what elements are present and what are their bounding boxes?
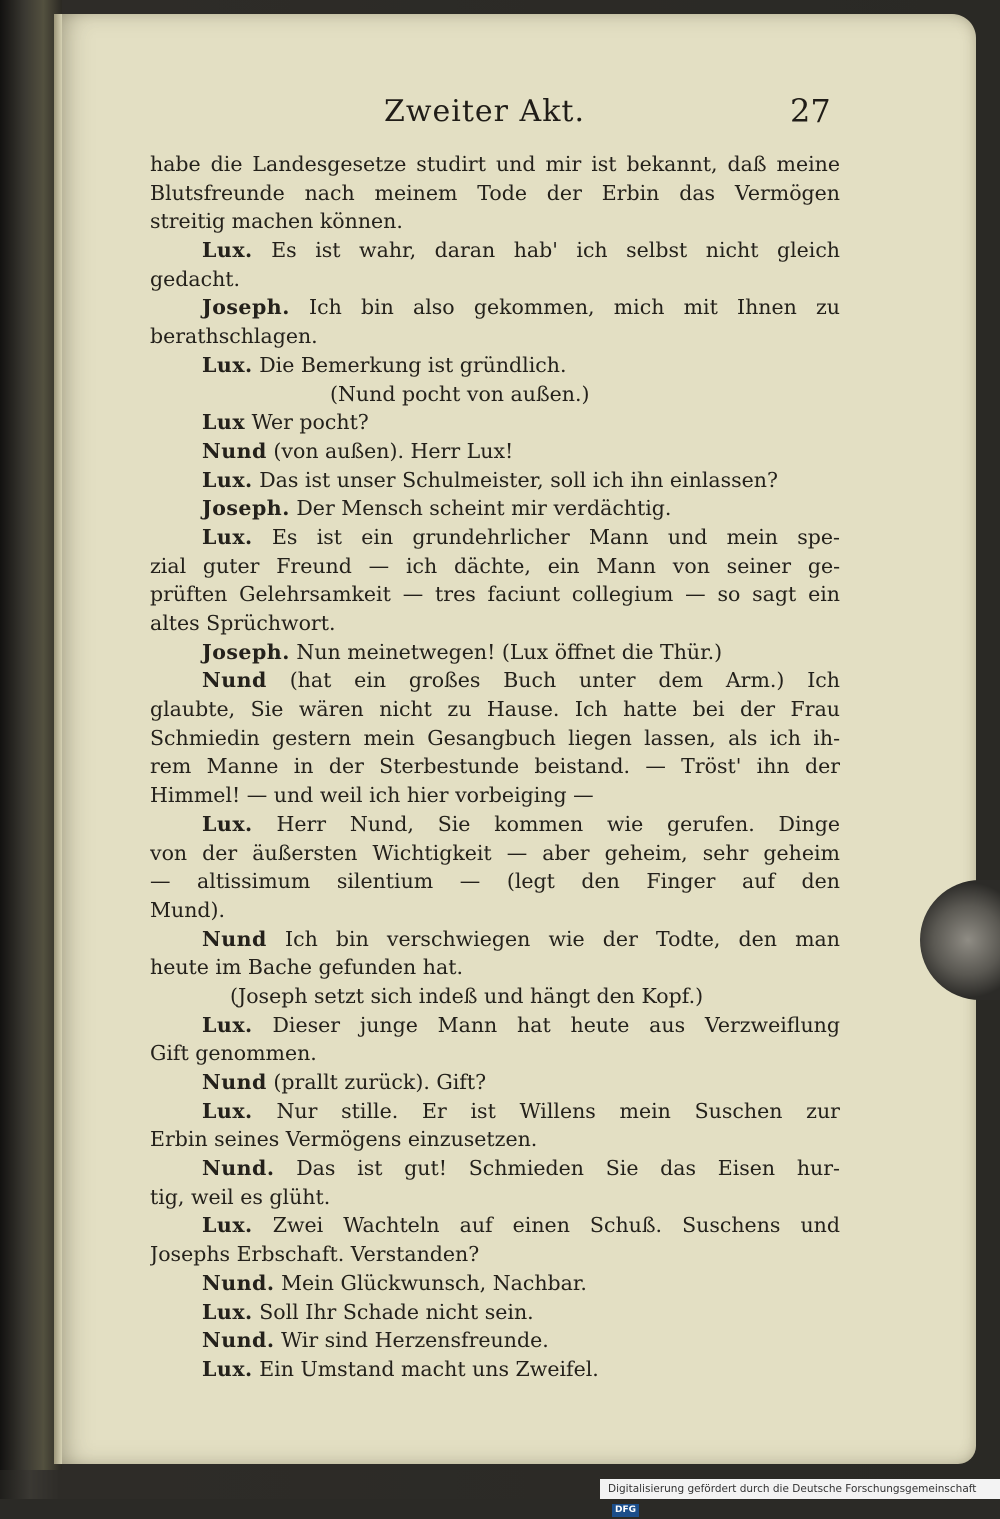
speaker-name: Lux. [202,1299,253,1324]
text-line [150,1125,840,1154]
speaker-name: Lux. [202,1213,253,1238]
text-line [150,638,840,667]
line-text: Ich bin verschwiegen wie der Todte, den man [285,926,840,951]
text-line [150,179,840,208]
speaker-name: Lux. [202,238,253,263]
text-line [150,695,840,724]
text-line [150,322,840,351]
text-line [150,380,840,409]
line-text: Schmiedin gestern mein Gesangbuch liegen lassen, als ich ih- [150,725,840,750]
text-line [150,150,840,179]
line-text: Der Mensch scheint mir verdächtig. [296,496,672,521]
text-line [150,1298,840,1327]
text-line [150,265,840,294]
speaker-name: Nund [202,926,267,951]
text-line [150,1211,840,1240]
line-text: (hat ein großes Buch unter dem Arm.) Ich [289,668,840,693]
line-text: zial guter Freund — ich dächte, ein Mann von seiner ge- [150,553,840,578]
text-line [150,867,840,896]
line-text: (von außen). Herr Lux! [273,438,514,463]
line-text: habe die Landesgesetze studirt und mir ist bekannt, daß meine [150,152,840,176]
footer-text: Digitalisierung gefördert durch die Deutsche Forschungsgemeinschaft [608,1483,977,1495]
speaker-name: Lux. [202,524,253,549]
text-line [150,236,840,265]
line-text: glaubte, Sie wären nicht zu Hause. Ich hatte bei der Frau [150,697,840,722]
speaker-name: Joseph. [202,639,290,664]
speaker-name: Lux. [202,1012,253,1037]
text-line [150,523,840,552]
text-line [150,293,840,322]
line-text: prüften Gelehrsamkeit — tres faciunt collegium — so sagt ein [150,582,840,607]
play-text-block [150,150,840,1384]
text-line [150,1097,840,1126]
line-text: Ein Umstand macht uns Zweifel. [259,1356,599,1381]
text-line [150,1183,840,1212]
speaker-name: Joseph. [202,295,290,320]
text-line [150,752,840,781]
text-line [150,494,840,523]
speaker-name: Lux [202,410,246,435]
line-text: Die Bemerkung ist gründlich. [259,352,567,377]
line-text: Das ist gut! Schmieden Sie das Eisen hur- [296,1156,840,1181]
line-text: Es ist wahr, daran hab' ich selbst nicht gleich [271,238,840,263]
dfg-logo: DFG [612,1504,639,1517]
line-text: (prallt zurück). Gift? [273,1070,487,1094]
text-line [150,1011,840,1040]
speaker-name: Nund [202,1070,267,1094]
speaker-name: Lux. [202,1356,253,1381]
text-line [150,1269,840,1298]
text-line [150,609,840,638]
line-text: Blutsfreunde nach meinem Tode der Erbin das Vermögen [150,180,840,205]
line-text: Dieser junge Mann hat heute aus Verzweiflung [272,1012,840,1037]
line-text: Nur stille. Er ist Willens mein Suschen zur [276,1098,840,1123]
text-line [150,552,840,581]
line-text: Wer pocht? [251,410,369,435]
text-line [150,1068,840,1097]
speaker-name: Nund [202,668,267,693]
speaker-name: Lux. [202,352,253,377]
text-line [150,953,840,982]
funding-footer [600,1479,1000,1515]
text-line [150,207,840,236]
text-line [150,1326,840,1355]
line-text: Nun meinetwegen! (Lux öffnet die Thür.) [296,639,723,664]
line-text: Das ist unser Schulmeister, soll ich ihn einlassen? [259,467,778,492]
line-text: gedacht. [150,266,241,291]
running-head: Zweiter Akt. [384,94,585,129]
line-text: berathschlagen. [150,324,318,349]
line-text: (Joseph setzt sich indeß und hängt den Kopf.) [230,983,704,1008]
book-spine [0,0,62,1470]
speaker-name: Nund [202,438,267,463]
text-line [150,810,840,839]
text-line [150,437,840,466]
speaker-name: Nund. [202,1328,275,1353]
speaker-name: Lux. [202,811,253,836]
text-line [150,1355,840,1384]
page-gutter [54,14,62,1464]
speaker-name: Joseph. [202,496,290,521]
text-line [150,1154,840,1183]
speaker-name: Lux. [202,467,253,492]
line-text: (Nund pocht von außen.) [330,381,590,406]
speaker-name: Lux. [202,1098,253,1123]
text-line [150,839,840,868]
line-text: Es ist ein grundehrlicher Mann und mein spe- [271,524,840,549]
line-text: — altissimum silentium — (legt den Finger auf den [150,869,840,894]
line-text: Ich bin also gekommen, mich mit Ihnen zu [309,295,840,320]
text-line [150,781,840,810]
line-text: Mein Glückwunsch, Nachbar. [281,1270,587,1295]
line-text: Wir sind Herzensfreunde. [281,1328,549,1353]
line-text: Herr Nund, Sie kommen wie gerufen. Dinge [276,811,840,836]
line-text: altes Sprüchwort. [150,611,336,635]
text-line [150,580,840,609]
line-text: Soll Ihr Schade nicht sein. [259,1299,534,1324]
text-line [150,466,840,495]
text-line [150,1039,840,1068]
text-line [150,896,840,925]
text-line [150,351,840,380]
speaker-name: Nund. [202,1156,275,1181]
line-text: heute im Bache gefunden hat. [150,955,463,980]
text-line [150,925,840,954]
text-line [150,666,840,695]
line-text: Zwei Wachteln auf einen Schuß. Suschens und [272,1213,840,1238]
line-text: Mund). [150,897,226,922]
text-line [150,724,840,753]
line-text: streitig machen können. [150,209,403,234]
text-line [150,408,840,437]
line-text: von der äußersten Wichtigkeit — aber geheim, sehr geheim [150,840,840,865]
line-text: Himmel! — und weil ich hier vorbeiging — [150,783,594,808]
line-text: Josephs Erbschaft. Verstanden? [150,1242,480,1267]
line-text: tig, weil es glüht. [150,1184,331,1209]
line-text: rem Manne in der Sterbestunde beistand. — Tröst' ihn der [150,754,840,779]
page-number: 27 [790,92,831,130]
line-text: Gift genommen. [150,1041,317,1066]
text-line [150,982,840,1011]
speaker-name: Nund. [202,1270,275,1295]
line-text: Erbin seines Vermögens einzusetzen. [150,1127,538,1152]
text-line [150,1240,840,1269]
